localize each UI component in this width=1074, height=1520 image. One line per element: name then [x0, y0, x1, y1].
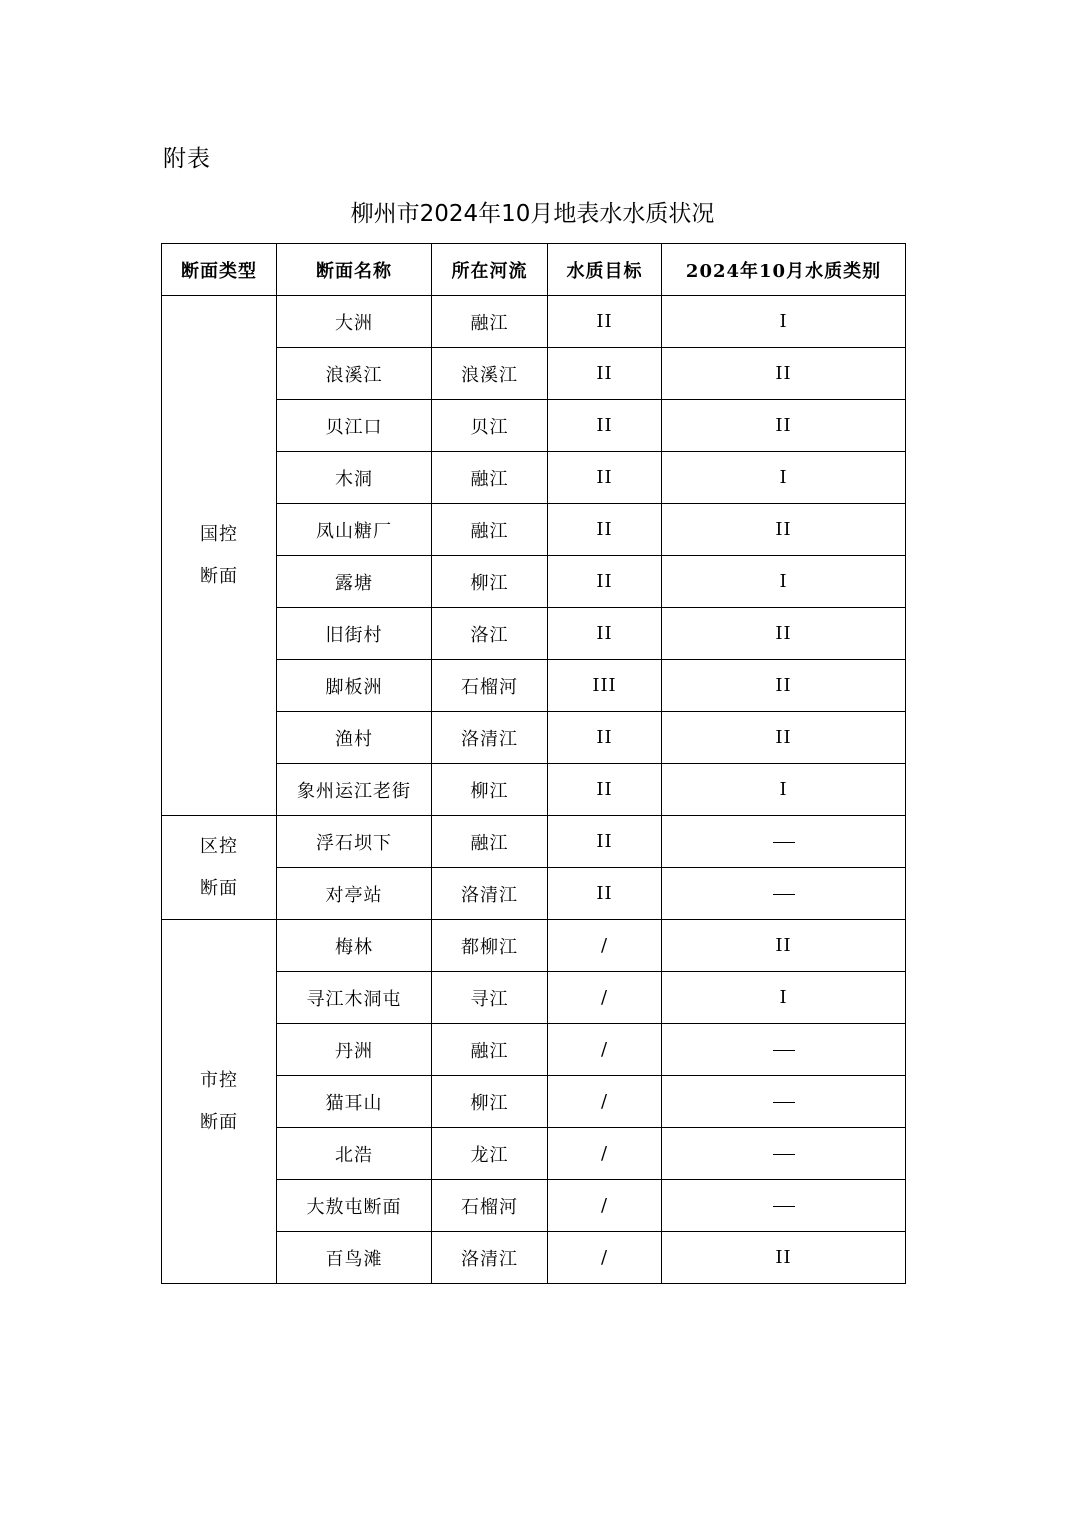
quality-target-cell: /	[548, 1024, 662, 1076]
quality-category-cell: II	[662, 660, 906, 712]
section-name-cell: 丹洲	[277, 1024, 432, 1076]
section-name-cell: 大洲	[277, 296, 432, 348]
section-type-line: 区控	[200, 835, 238, 857]
no-data-dash	[773, 842, 795, 843]
quality-target-cell: II	[548, 504, 662, 556]
table-row	[162, 816, 906, 868]
quality-category-cell	[662, 1076, 906, 1128]
river-cell: 洛江	[432, 608, 548, 660]
section-name-cell: 百鸟滩	[277, 1232, 432, 1284]
section-name-cell: 渔村	[277, 712, 432, 764]
quality-target-cell: /	[548, 1232, 662, 1284]
section-name-cell: 浮石坝下	[277, 816, 432, 868]
table-header-row	[162, 244, 906, 296]
quality-category-cell	[662, 868, 906, 920]
quality-category-cell: II	[662, 712, 906, 764]
quality-category-cell: I	[662, 972, 906, 1024]
quality-category-cell	[662, 1024, 906, 1076]
section-name-cell: 旧街村	[277, 608, 432, 660]
quality-target-cell: II	[548, 868, 662, 920]
table-row	[162, 296, 906, 348]
quality-target-cell: II	[548, 608, 662, 660]
river-cell: 都柳江	[432, 920, 548, 972]
page-title: 柳州市2024年10月地表水水质状况	[350, 201, 715, 227]
quality-target-cell: II	[548, 764, 662, 816]
header-section-type: 断面类型	[162, 244, 277, 296]
header-quality-category: 2024年10月水质类别	[662, 244, 906, 296]
quality-category-cell: II	[662, 400, 906, 452]
river-cell: 融江	[432, 816, 548, 868]
river-cell: 贝江	[432, 400, 548, 452]
quality-target-cell: /	[548, 1128, 662, 1180]
quality-category-cell: II	[662, 504, 906, 556]
river-cell: 寻江	[432, 972, 548, 1024]
quality-category-cell: I	[662, 764, 906, 816]
river-cell: 柳江	[432, 556, 548, 608]
section-type-cell	[162, 816, 277, 920]
section-type-cell	[162, 920, 277, 1284]
quality-target-cell: III	[548, 660, 662, 712]
quality-target-cell: /	[548, 1180, 662, 1232]
quality-target-cell: II	[548, 816, 662, 868]
no-data-dash	[773, 1206, 795, 1207]
river-cell: 柳江	[432, 1076, 548, 1128]
table-body	[162, 296, 906, 1284]
river-cell: 浪溪江	[432, 348, 548, 400]
river-cell: 柳江	[432, 764, 548, 816]
quality-target-cell: /	[548, 972, 662, 1024]
appendix-label: 附表	[163, 146, 211, 172]
river-cell: 融江	[432, 452, 548, 504]
header-section-name: 断面名称	[277, 244, 432, 296]
section-type-line: 断面	[200, 877, 238, 899]
section-name-cell: 北浩	[277, 1128, 432, 1180]
quality-target-cell: II	[548, 452, 662, 504]
river-cell: 融江	[432, 504, 548, 556]
quality-target-cell: II	[548, 296, 662, 348]
section-type-line: 市控	[200, 1069, 238, 1091]
section-name-cell: 木洞	[277, 452, 432, 504]
river-cell: 融江	[432, 1024, 548, 1076]
section-type-line: 国控	[200, 523, 238, 545]
section-name-cell: 对亭站	[277, 868, 432, 920]
section-name-cell: 猫耳山	[277, 1076, 432, 1128]
river-cell: 石榴河	[432, 660, 548, 712]
quality-target-cell: II	[548, 348, 662, 400]
quality-category-cell	[662, 1180, 906, 1232]
quality-category-cell: II	[662, 1232, 906, 1284]
table-row	[162, 920, 906, 972]
section-name-cell: 寻江木洞屯	[277, 972, 432, 1024]
quality-category-cell: II	[662, 920, 906, 972]
section-name-cell: 脚板洲	[277, 660, 432, 712]
no-data-dash	[773, 1154, 795, 1155]
quality-category-cell	[662, 816, 906, 868]
section-name-cell: 象州运江老街	[277, 764, 432, 816]
river-cell: 洛清江	[432, 712, 548, 764]
river-cell: 洛清江	[432, 868, 548, 920]
quality-category-cell: I	[662, 556, 906, 608]
no-data-dash	[773, 894, 795, 895]
quality-category-cell: II	[662, 348, 906, 400]
section-type-line: 断面	[200, 1111, 238, 1133]
section-name-cell: 梅林	[277, 920, 432, 972]
water-quality-table	[161, 243, 906, 1284]
river-cell: 融江	[432, 296, 548, 348]
section-type-cell	[162, 296, 277, 816]
river-cell: 洛清江	[432, 1232, 548, 1284]
quality-category-cell	[662, 1128, 906, 1180]
quality-target-cell: II	[548, 556, 662, 608]
header-river: 所在河流	[432, 244, 548, 296]
section-name-cell: 大敖屯断面	[277, 1180, 432, 1232]
section-type-line: 断面	[200, 565, 238, 587]
quality-category-cell: I	[662, 296, 906, 348]
river-cell: 龙江	[432, 1128, 548, 1180]
section-name-cell: 贝江口	[277, 400, 432, 452]
quality-category-cell: I	[662, 452, 906, 504]
section-name-cell: 凤山糖厂	[277, 504, 432, 556]
river-cell: 石榴河	[432, 1180, 548, 1232]
quality-target-cell: II	[548, 712, 662, 764]
section-name-cell: 浪溪江	[277, 348, 432, 400]
quality-target-cell: /	[548, 920, 662, 972]
no-data-dash	[773, 1102, 795, 1103]
quality-target-cell: II	[548, 400, 662, 452]
header-quality-target: 水质目标	[548, 244, 662, 296]
quality-target-cell: /	[548, 1076, 662, 1128]
quality-category-cell: II	[662, 608, 906, 660]
no-data-dash	[773, 1050, 795, 1051]
section-name-cell: 露塘	[277, 556, 432, 608]
